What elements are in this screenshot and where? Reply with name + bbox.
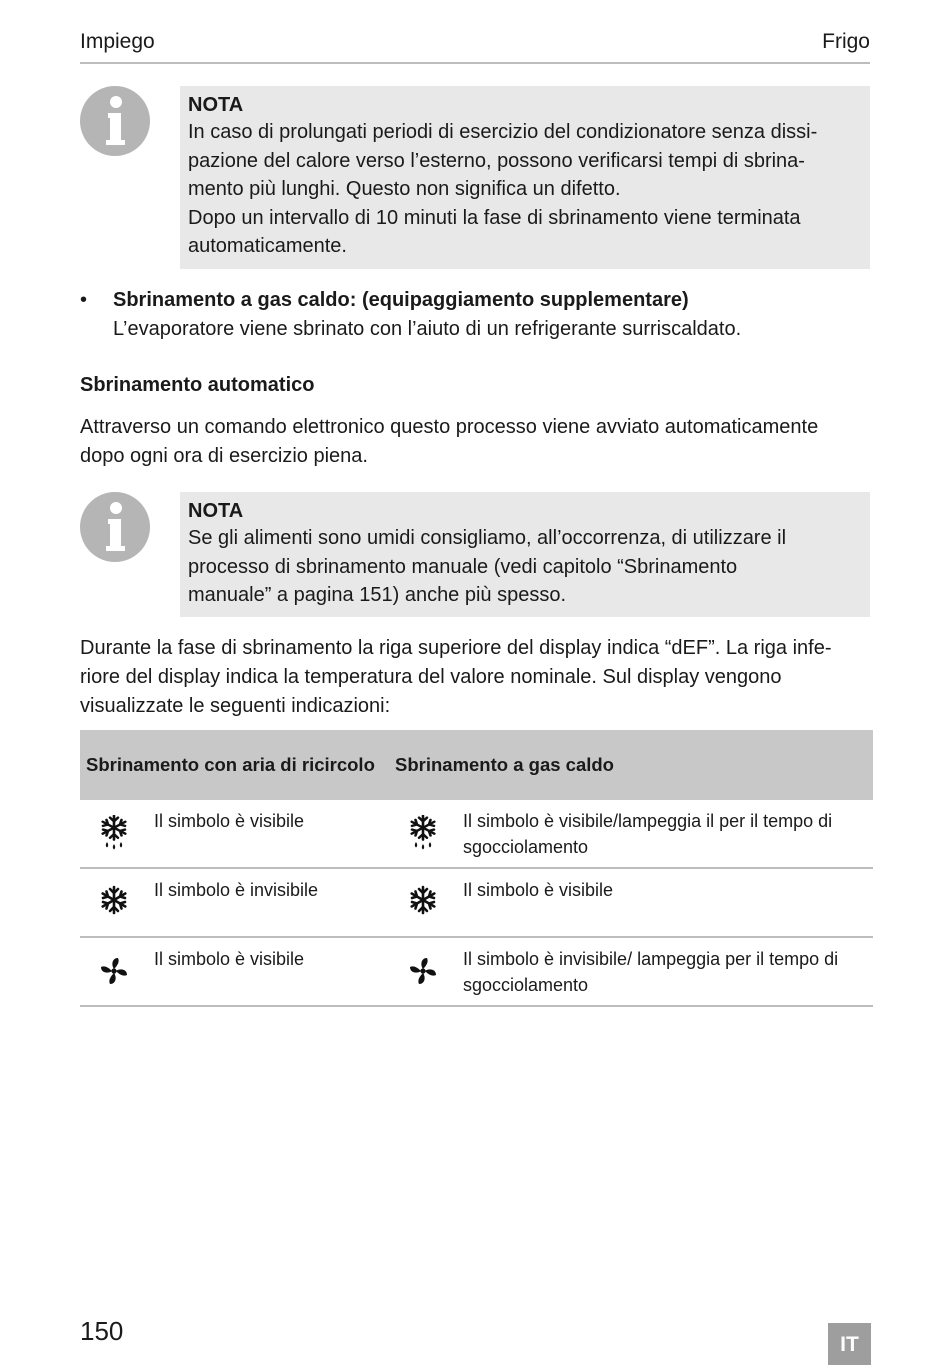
snowflake-icon <box>80 869 154 931</box>
table-row <box>80 937 873 1006</box>
header-section-label: Impiego <box>80 30 155 53</box>
table-row <box>80 868 873 937</box>
page-number: 150 <box>80 1316 124 1346</box>
defrost-snowflake-drops-icon <box>80 800 154 862</box>
note-line: pazione del calore verso l’esterno, possono verificarsi tempi di sbrina- <box>188 149 805 172</box>
cell-text: Il simbolo è visibile <box>154 949 305 969</box>
note-line: Se gli alimenti sono umidi consigliamo, all’occorrenza, di utilizzare il <box>188 527 787 549</box>
note-title: NOTA <box>188 94 244 116</box>
paragraph-line: riore del display indica la temperatura del valore nominale. Sul display vengono <box>80 666 782 688</box>
note-text <box>188 118 862 261</box>
cell-text: Il simbolo è visibile <box>154 811 305 831</box>
bullet-text: L’evaporatore viene sbrinato con l’aiuto di un refrigerante surriscaldato. <box>113 318 742 340</box>
cell-text: Il simbolo è invisibile <box>154 880 319 900</box>
fan-icon <box>389 938 463 1000</box>
header-chapter-label: Frigo <box>822 30 870 53</box>
paragraph-line: dopo ogni ora di esercizio piena. <box>80 445 368 467</box>
table-header-hot-gas: Sbrinamento a gas caldo <box>389 730 873 800</box>
paragraph-line: Attraverso un comando elettronico questo processo viene avviato automaticamente <box>80 416 819 438</box>
cell-text: Il simbolo è visibile <box>463 880 614 900</box>
table-cell <box>389 937 873 1006</box>
note-line: processo di sbrinamento manuale (vedi capitolo “Sbrinamento <box>188 555 738 578</box>
note-content <box>180 492 870 617</box>
table-cell <box>80 937 389 1006</box>
note-text <box>188 524 862 610</box>
cell-text: Il simbolo è visibile/lampeggia il per il tempo di sgocciolamento <box>463 811 833 857</box>
table-header-recirculation: Sbrinamento con aria di ricircolo <box>80 730 389 800</box>
paragraph-display <box>80 634 875 721</box>
paragraph-line: Durante la fase di sbrinamento la riga superiore del display indica “dEF”. La riga infe- <box>80 637 832 659</box>
indicator-table <box>80 730 873 1007</box>
defrost-snowflake-drops-icon <box>389 800 463 862</box>
page-header <box>80 30 870 64</box>
info-icon <box>80 86 150 156</box>
table-row <box>80 800 873 868</box>
note-line: automaticamente. <box>188 235 347 257</box>
bullet-heading: Sbrinamento a gas caldo: (equipaggiamento supplementare) <box>113 289 689 311</box>
snowflake-icon <box>389 869 463 931</box>
table-cell <box>80 800 389 868</box>
section-heading: Sbrinamento automatico <box>80 374 315 396</box>
note-title: NOTA <box>188 500 244 522</box>
note-content <box>180 86 870 269</box>
cell-text: Il simbolo è invisibile/ lampeggia per il tempo di sgocciolamento <box>463 949 839 995</box>
table-header-row <box>80 730 873 800</box>
paragraph-line: visualizzate le seguenti indicazioni: <box>80 695 391 717</box>
note-line: manuale” a pagina 151) anche più spesso. <box>188 584 567 606</box>
paragraph-auto-defrost <box>80 413 875 471</box>
table-cell <box>80 868 389 937</box>
fan-icon <box>80 938 154 1000</box>
note-line: Dopo un intervallo di 10 minuti la fase di sbrinamento viene terminata <box>188 206 801 229</box>
table-cell <box>389 868 873 937</box>
table-cell <box>389 800 873 868</box>
info-icon <box>80 492 150 562</box>
bullet-marker: • <box>80 289 88 311</box>
language-badge: IT <box>828 1323 871 1365</box>
note-line: mento più lunghi. Questo non significa un difetto. <box>188 178 621 200</box>
note-line: In caso di prolungati periodi di esercizio del condizionatore senza dissi- <box>188 121 818 143</box>
